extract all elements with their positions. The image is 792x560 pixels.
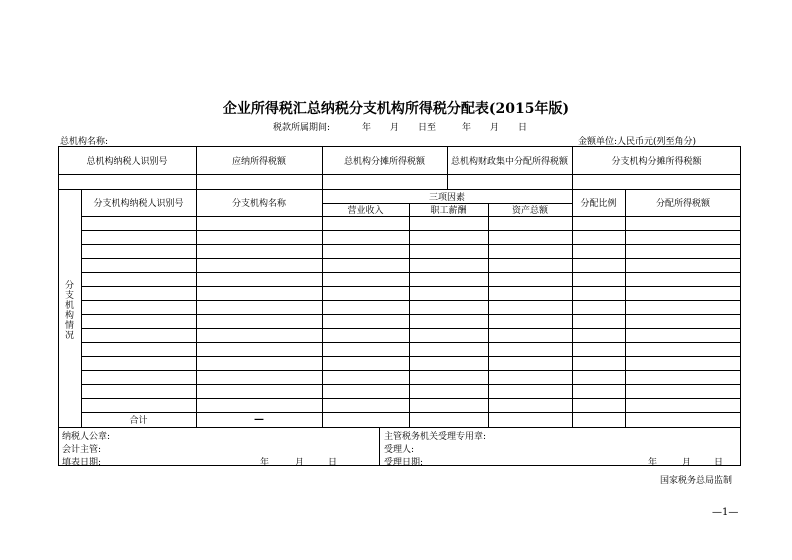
total-name-dash: — [254,414,264,425]
period-start-month: 月 [390,123,400,133]
period-start-year: 年 [362,123,372,133]
accept-date-year: 年 [648,458,658,468]
authority-seal-label: 主管税务机关受理专用章: [384,432,487,442]
period-end-month: 月 [490,123,500,133]
accept-date-day: 日 [714,458,724,468]
total-label: 合计 [129,416,148,426]
amount-unit-label: 金额单位:人民币元(列至角分) [578,137,697,147]
header-allocated-tax: 分配所得税额 [655,199,710,209]
header-branch-taxpayer-id: 分支机构纳税人识别号 [93,199,184,209]
header-allocation-ratio: 分配比例 [580,199,617,209]
fill-date-month: 月 [295,458,305,468]
receiver-label: 受理人: [384,445,415,455]
header-branch-name: 分支机构名称 [231,199,286,209]
period-start-day: 日至 [418,123,437,133]
fill-date-year: 年 [260,458,270,468]
head-org-name-label: 总机构名称: [60,137,109,147]
header-revenue: 营业收入 [347,206,384,216]
period-end-year: 年 [462,123,472,133]
header-branch-share: 分支机构分摊所得税额 [611,156,702,167]
header-wages: 职工薪酬 [430,206,467,216]
header-head-org-taxpayer-id: 总机构纳税人识别号 [86,156,168,167]
header-tax-payable: 应纳所得税额 [231,156,286,167]
fill-date-label: 填表日期: [62,458,102,468]
accept-date-label: 受理日期: [384,458,424,468]
header-head-org-share: 总机构分摊所得税额 [343,156,425,167]
fill-date-day: 日 [328,458,338,468]
header-three-factors: 三项因素 [428,192,465,203]
accountant-label: 会计主管: [62,445,102,455]
header-fiscal-central-allocation: 总机构财政集中分配所得税额 [450,156,568,167]
branch-section-label: 分支机构情况 [63,280,73,340]
period-end-day: 日 [518,123,528,133]
accept-date-month: 月 [682,458,692,468]
supervisor-note: 国家税务总局监制 [660,476,733,486]
header-total-assets: 资产总额 [511,206,548,216]
period-label: 税款所属期间: [273,123,331,133]
taxpayer-seal-label: 纳税人公章: [62,432,111,442]
page-number: —1— [712,507,739,518]
form-title: 企业所得税汇总纳税分支机构所得税分配表(2015年版) [222,101,570,117]
